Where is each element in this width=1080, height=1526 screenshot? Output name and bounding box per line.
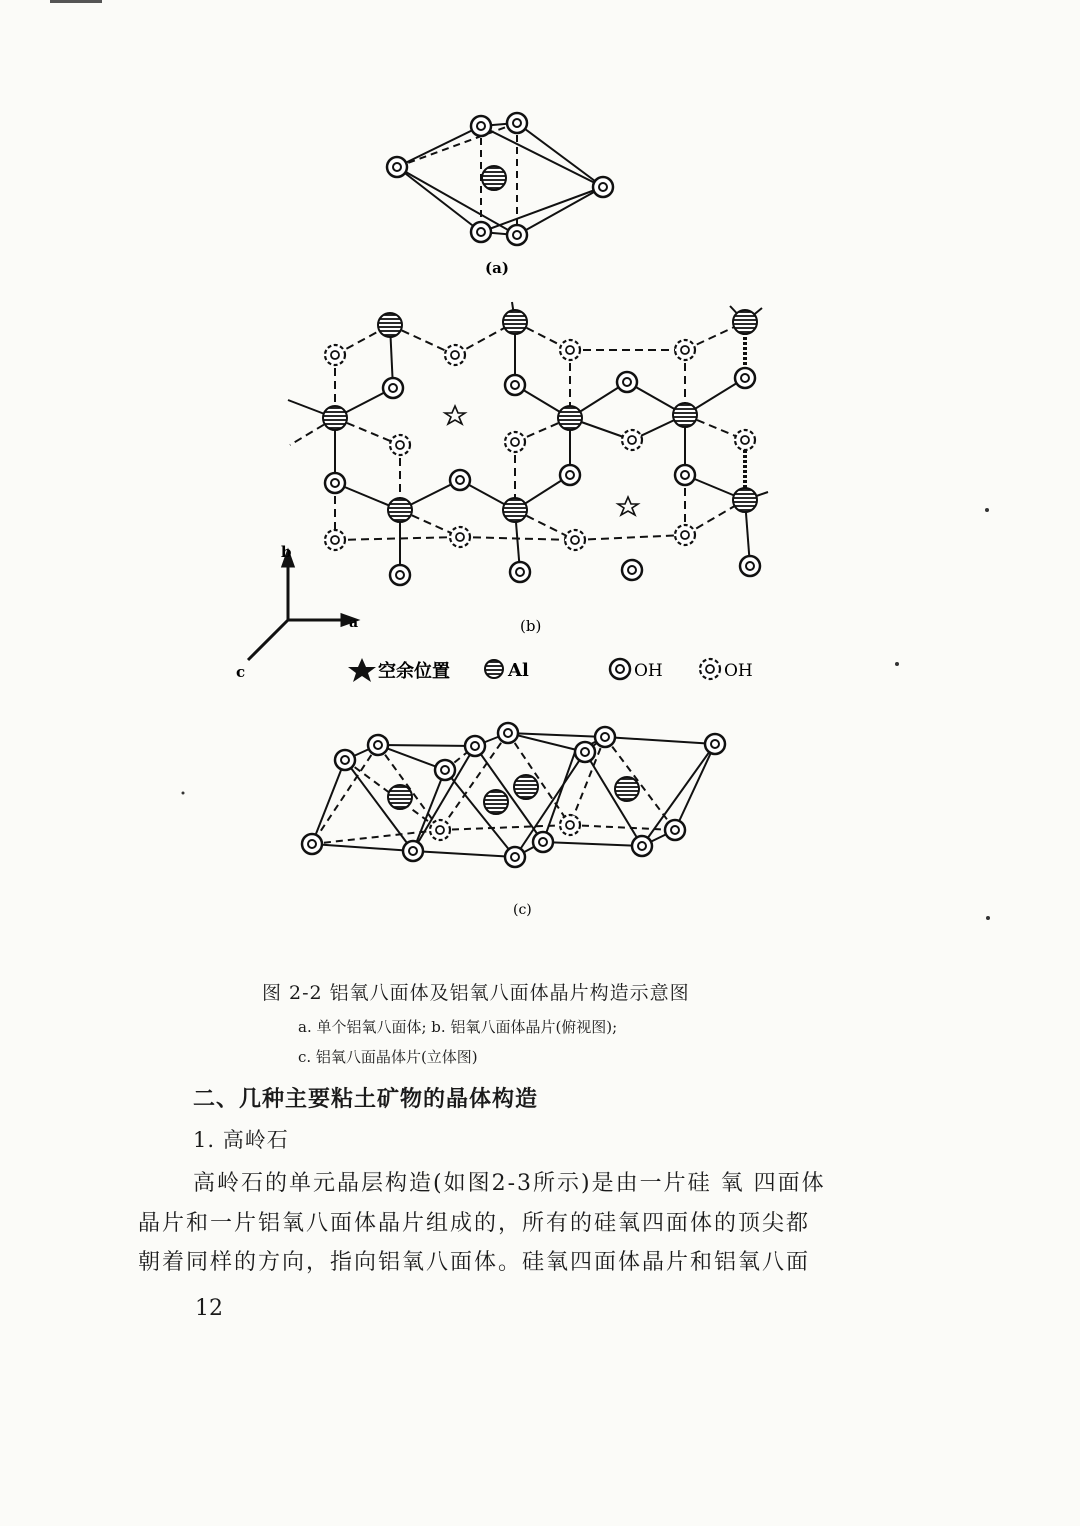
panel-c-sheet [302,723,725,867]
legend-vacancy-label: 空余位置 [378,661,450,682]
legend-oh-dotted-label: OH [724,661,753,681]
section-heading: 二、几种主要粘土矿物的晶体构造 [193,1087,539,1112]
vacancy-star-icon [445,406,638,515]
paragraph-line-3: 朝着同样的方向，指向铝氧八面体。硅氧四面体晶片和铝氧八面 [138,1250,811,1275]
axis-c-label: c [236,663,246,681]
page-number: 12 [195,1296,223,1321]
paragraph-line-1: 高岭石的单元晶层构造(如图2-3所示)是由一片硅 氧 四面体 [193,1171,826,1196]
legend-oh-icon [610,659,630,679]
panel-c-label: (c) [513,902,532,918]
legend [348,658,753,682]
panel-a-octahedron [387,113,613,245]
panel-b-sheet [288,302,768,585]
legend-oh-label: OH [634,661,663,681]
figure-caption-title: 图 2-2 铝氧八面体及铝氧八面体晶片构造示意图 [262,982,690,1004]
legend-star-icon [348,658,376,682]
section-subheading: 1. 高岭石 [193,1128,289,1152]
legend-oh-dotted-icon [700,659,720,679]
legend-al-label: Al [508,660,529,681]
axis-triad [248,552,359,660]
figure-caption-line-ab: a. 单个铝氧八面体; b. 铝氧八面体晶片(俯视图); [298,1018,618,1036]
panel-a-label: (a) [485,259,509,277]
axis-a-label: a [349,615,359,631]
paragraph-line-2: 晶片和一片铝氧八面体晶片组成的，所有的硅氧四面体的顶尖都 [138,1211,811,1236]
scan-specks [182,508,992,960]
legend-al-icon [485,660,503,678]
axis-b-label: b [281,543,292,561]
panel-b-label: (b) [520,617,542,635]
figure-caption-line-c: c. 铝氧八面晶体片(立体图) [298,1048,478,1066]
